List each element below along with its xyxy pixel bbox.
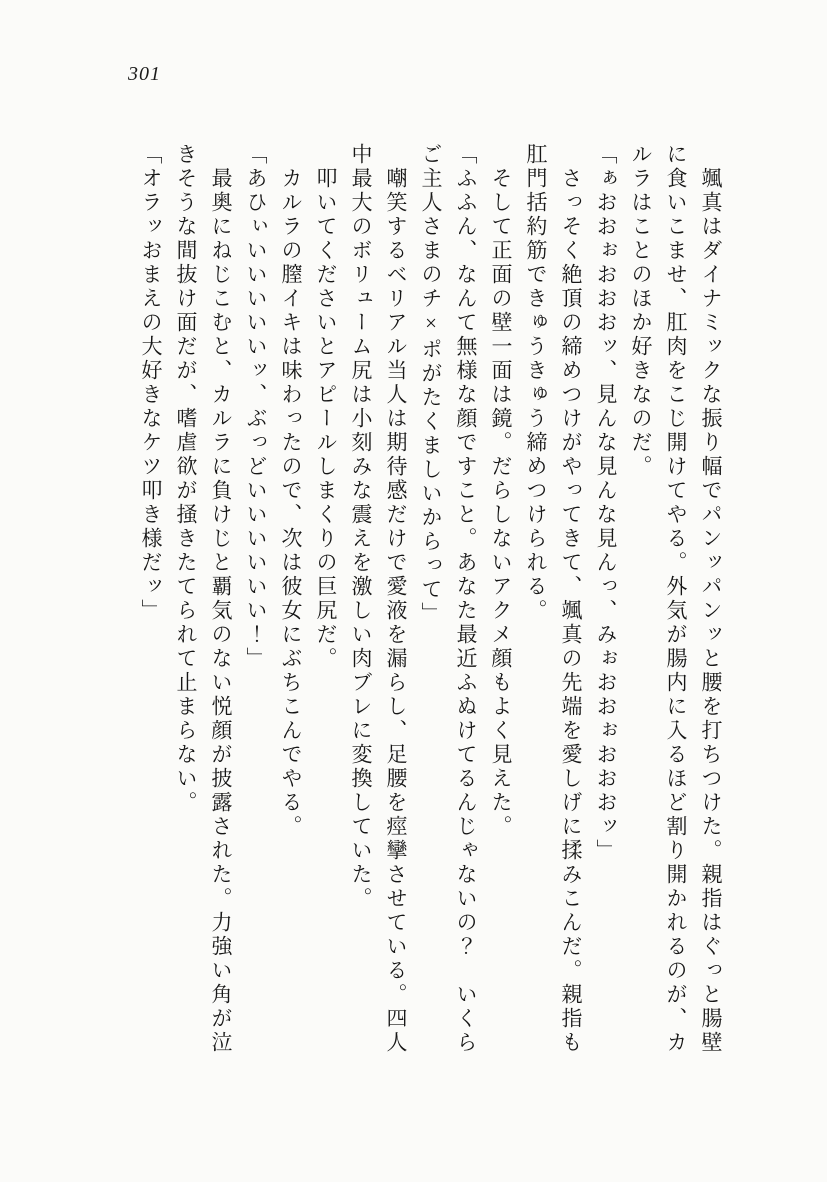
text-line: 最奥にねじこむと、カルラに負けじと覇気のない悦顔が披露された。力強い角が泣 [209,167,233,1055]
vertical-text-block [133,143,728,1063]
text-line: 肛門括約筋できゅうきゅう締めつけられる。 [524,143,548,623]
text-line: 「オラッおまえの大好きなケツ叩き様だッ」 [139,143,163,623]
text-line: そして正面の壁一面は鏡。だらしないアクメ顔もよく見えた。 [489,167,513,839]
page-number: 301 [128,63,161,85]
text-line: 中最大のボリューム尻は小刻みな震えを激しい肉ブレに変換していた。 [349,143,373,911]
text-line: 「あひぃいいいいいッ、ぶっどいいいいいい！」 [244,143,268,671]
text-line: に食いこませ、肛肉をこじ開けてやる。外気が腸内に入るほど割り開かれるのが、カ [664,143,688,1055]
text-line: ご主人さまのチ×ポがたくましいからって」 [419,143,443,626]
text-line: きそうな間抜け面だが、嗜虐欲が掻きたてられて止まらない。 [174,143,198,815]
text-line: ルラはことのほか好きなのだ。 [629,143,653,479]
text-line: 「ふふん、なんて無様な顔ですこと。あなた最近ふぬけてるんじゃないの？ いくら [454,143,478,1055]
text-line: カルラの膣イキは味わったので、次は彼女にぶちこんでやる。 [279,167,303,839]
text-line: 叩いてくださいとアピールしまくりの巨尻だ。 [314,167,338,671]
text-line: 「ぁおおぉおおおッ、見んな見んな見んっ、みぉおおぉおおおッ」 [594,143,618,863]
text-line: さっそく絶頂の締めつけがやってきて、颯真の先端を愛しげに揉みこんだ。親指も [559,167,583,1055]
text-line: 嘲笑するベリアル当人は期待感だけで愛液を漏らし、足腰を痙攣させている。四人 [384,167,408,1055]
text-line: 颯真はダイナミックな振り幅でパンッパンッと腰を打ちつけた。親指はぐっと腸壁 [699,167,723,1055]
